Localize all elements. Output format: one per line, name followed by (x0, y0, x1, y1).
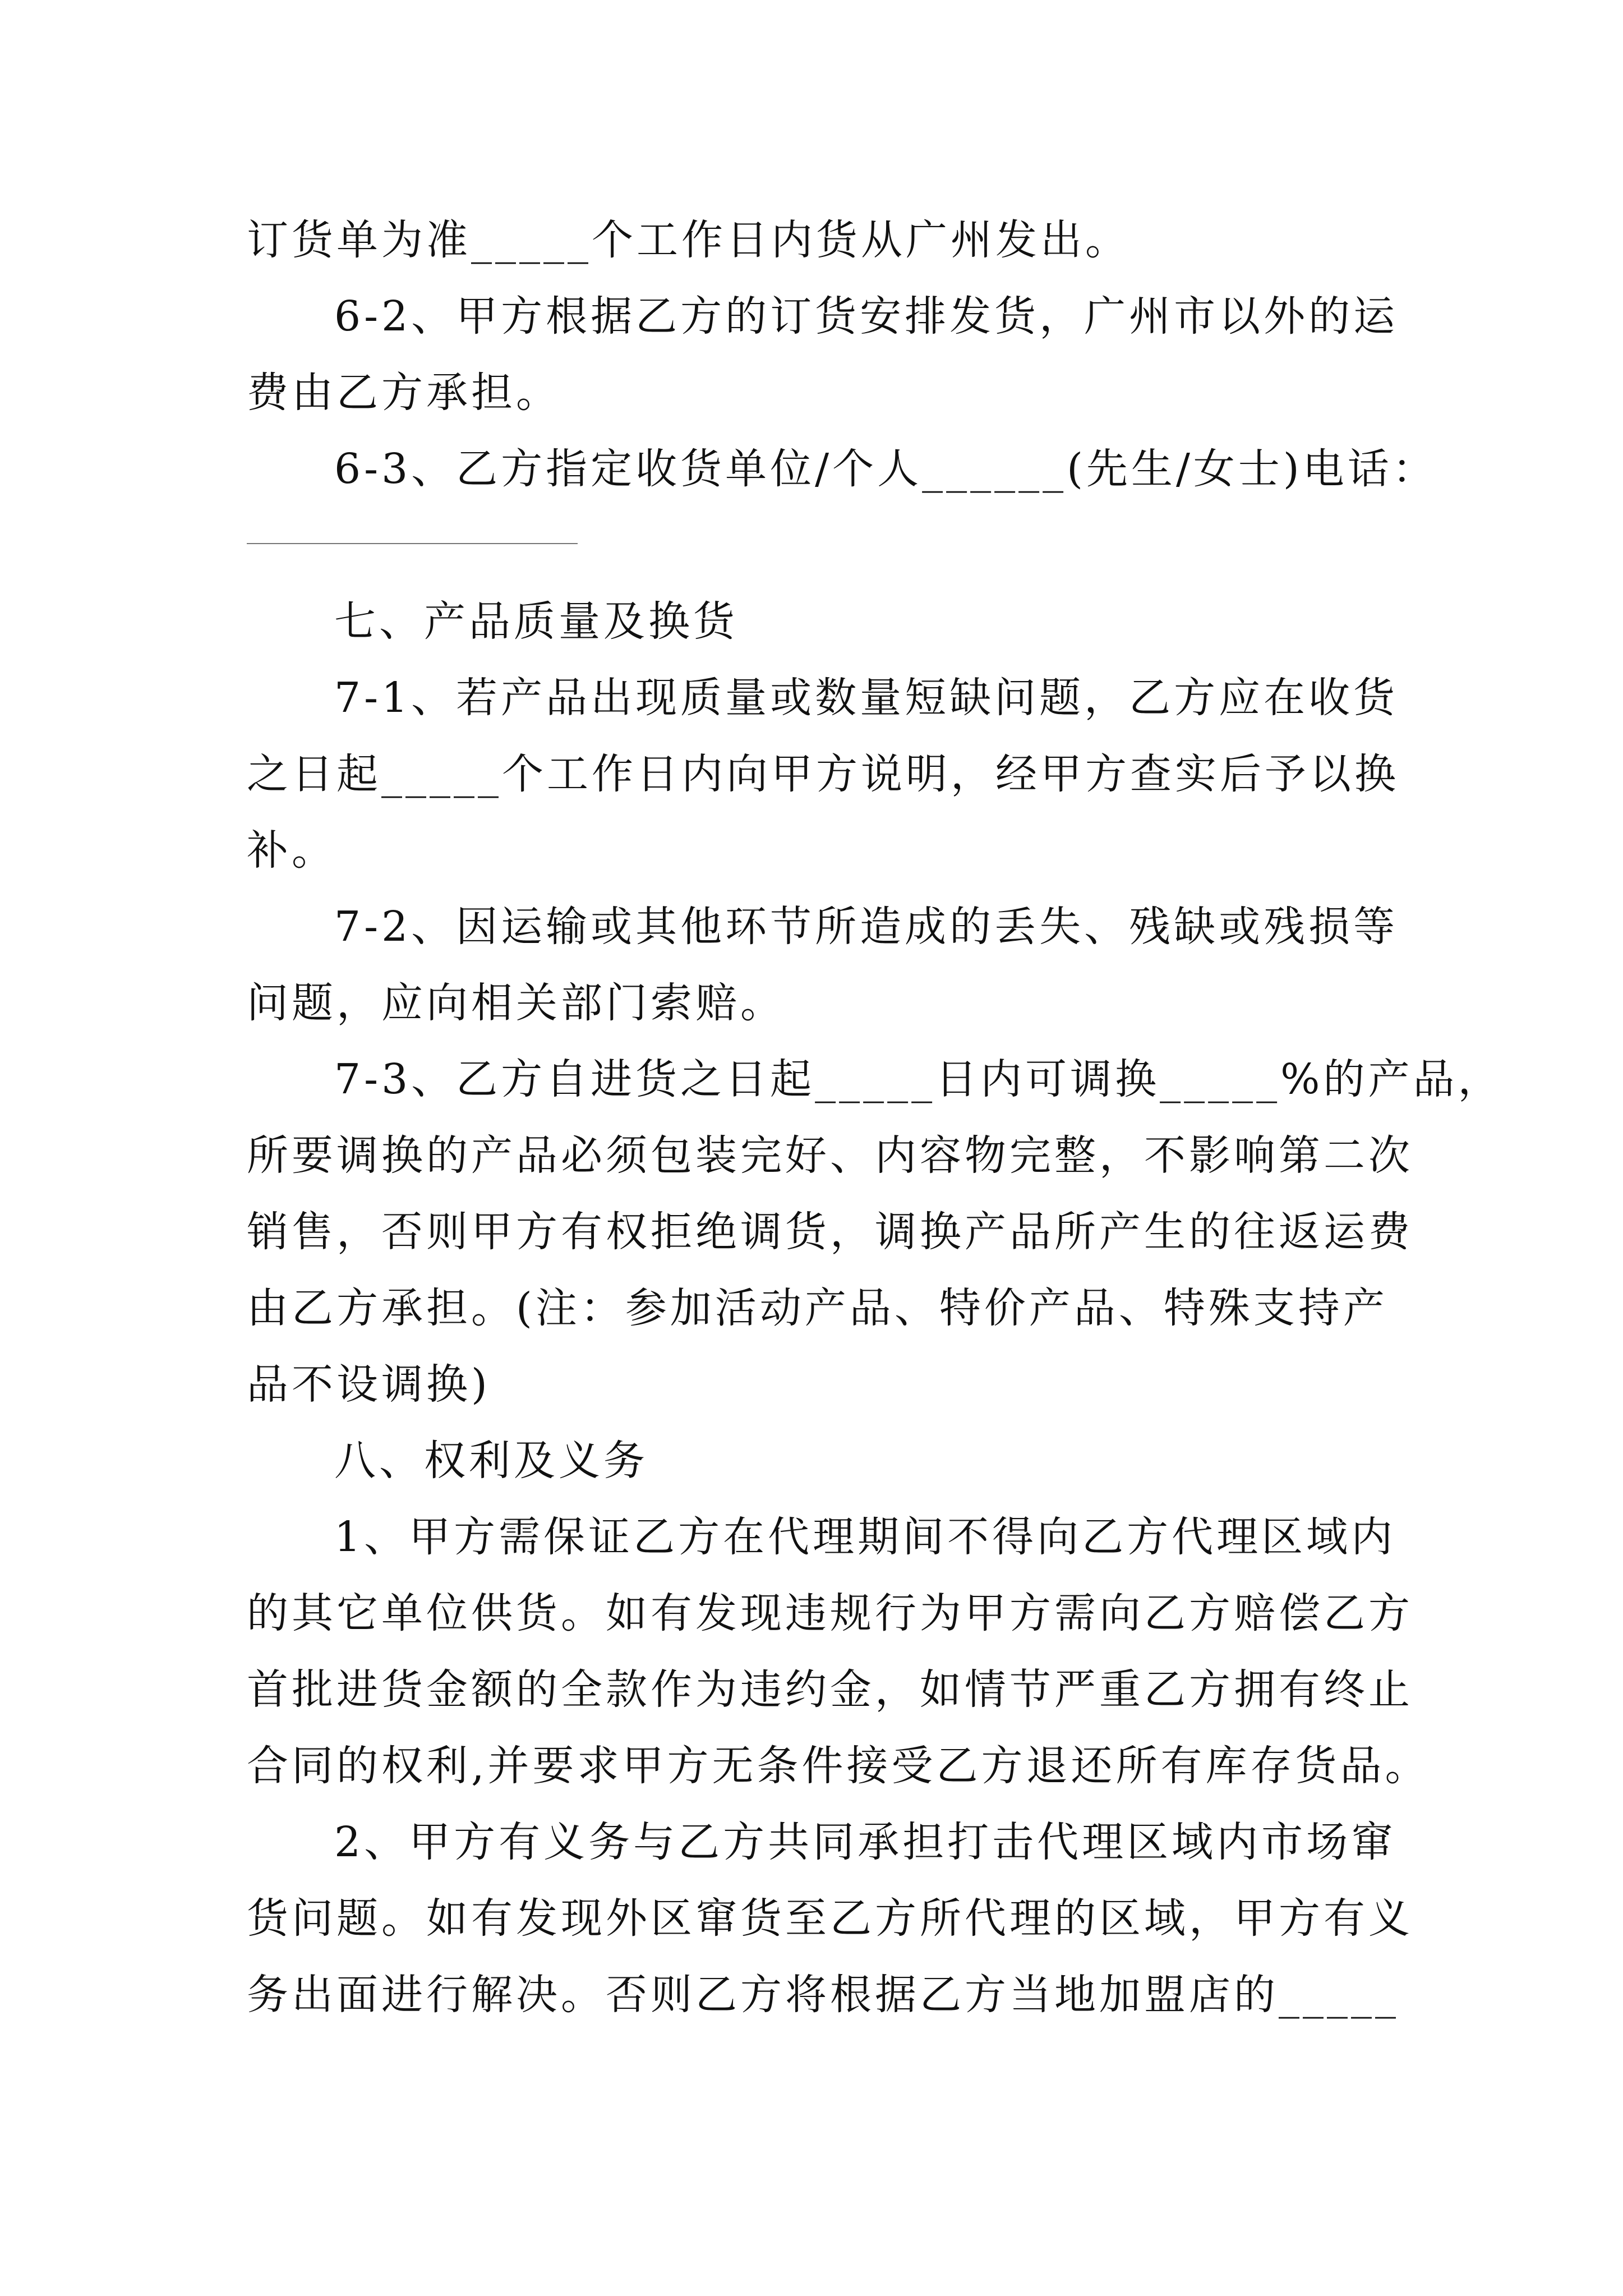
section-heading: 八、权利及义务 (334, 1437, 648, 1485)
text-line: 6-3、乙方指定收货单位/个人______(先生/女士)电话： (334, 445, 1437, 493)
text-line: 6-2、甲方根据乙方的订货安排发货，广州市以外的运 (334, 292, 1399, 341)
text-line: 订货单为准_____个工作日内货从广州发出。 (247, 216, 1130, 264)
text-line: 由乙方承担。(注：参加活动产品、特价产品、特殊支持产 (247, 1284, 1388, 1332)
signature-blank-row (247, 507, 1391, 583)
text-line: 补。 (247, 826, 336, 875)
text-line: 7-1、若产品出现质量或数量短缺问题，乙方应在收货 (334, 674, 1399, 722)
document-body (247, 202, 1503, 2033)
text-line: 所要调换的产品必须包装完好、内容物完整，不影响第二次 (247, 1131, 1413, 1180)
text-line: 首批进货金额的全款作为违约金，如情节严重乙方拥有终止 (247, 1665, 1413, 1714)
text-line: 务出面进行解决。否则乙方将根据乙方当地加盟店的_____ (247, 1971, 1399, 2019)
text-line: 7-2、因运输或其他环节所造成的丢失、残缺或残损等 (334, 903, 1399, 951)
text-line: 1、甲方需保证乙方在代理期间不得向乙方代理区域内 (334, 1513, 1396, 1561)
text-line: 7-3、乙方自进货之日起_____日内可调换_____%的产品， (334, 1055, 1503, 1103)
text-line: 品不设调换) (247, 1360, 491, 1409)
text-line: 的其它单位供货。如有发现违规行为甲方需向乙方赔偿乙方 (247, 1589, 1413, 1637)
text-line: 问题，应向相关部门索赔。 (247, 979, 785, 1027)
text-line: 合同的权利,并要求甲方无条件接受乙方退还所有库存货品。 (247, 1742, 1430, 1790)
text-line: 之日起_____个工作日内向甲方说明，经甲方查实后予以换 (247, 750, 1399, 798)
text-line: 货问题。如有发现外区窜货至乙方所代理的区域，甲方有义 (247, 1894, 1413, 1943)
text-line: 2、甲方有义务与乙方共同承担打击代理区域内市场窜 (334, 1818, 1396, 1866)
section-heading: 七、产品质量及换货 (334, 597, 738, 646)
text-line: 费由乙方承担。 (247, 369, 561, 417)
text-line: 销售，否则甲方有权拒绝调货，调换产品所产生的往返运费 (247, 1208, 1413, 1256)
blank-underline (247, 543, 578, 544)
